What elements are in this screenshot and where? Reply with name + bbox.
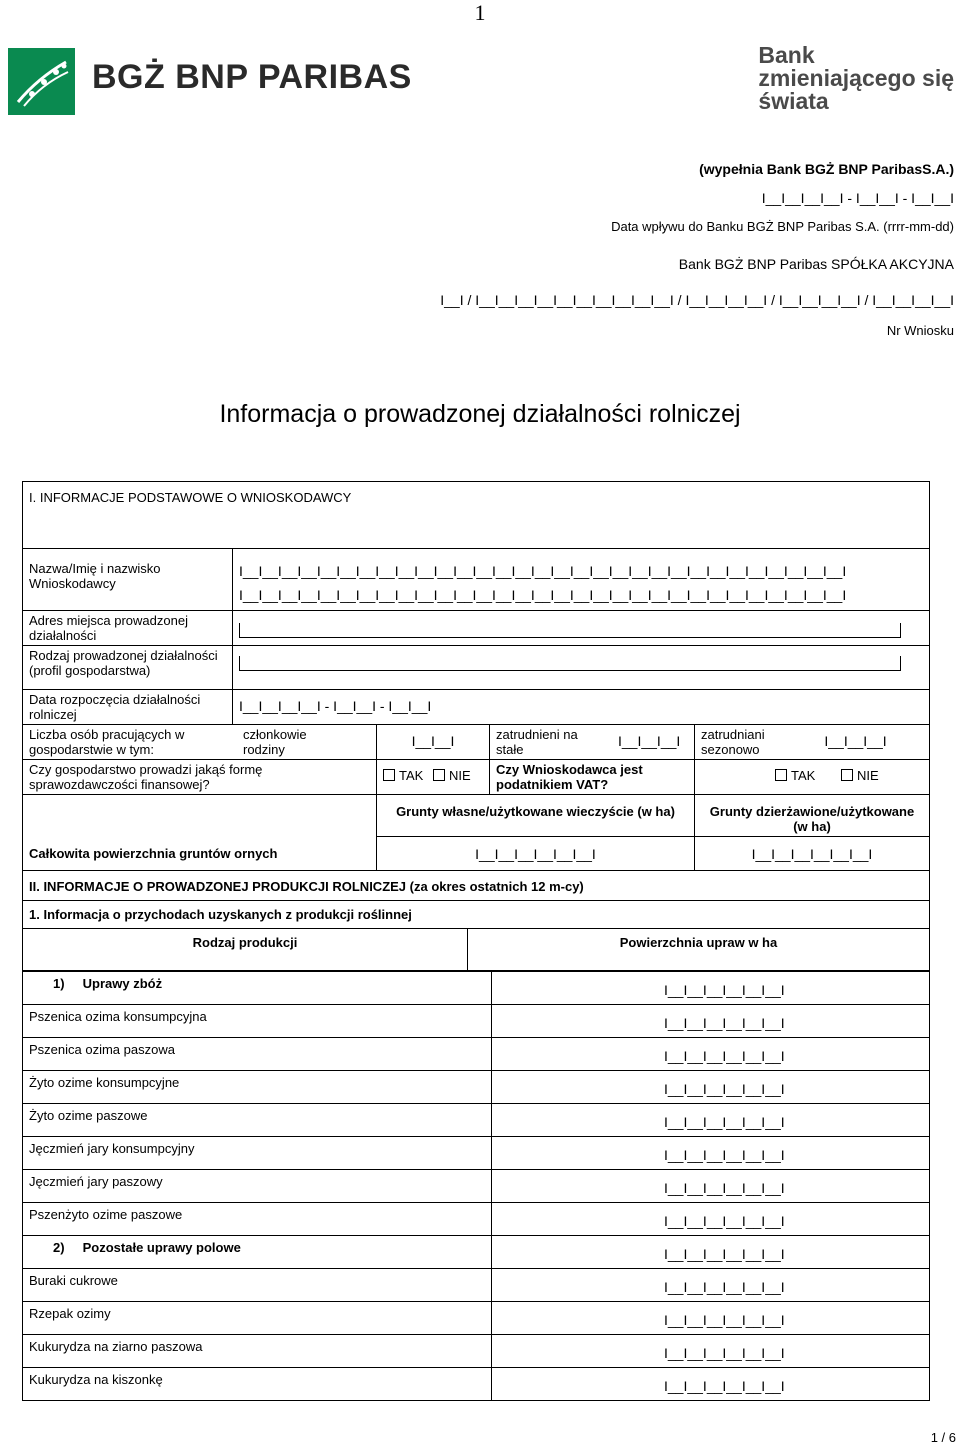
- crop-label: 2) Pozostałe uprawy polowe: [23, 1236, 492, 1269]
- crop-area-field[interactable]: I__I__I__I__I__I__I: [492, 1038, 930, 1071]
- crop-area-field[interactable]: I__I__I__I__I__I__I: [492, 1005, 930, 1038]
- permanent-employees-field[interactable]: I__I__I__I: [612, 725, 695, 760]
- crop-label: Buraki cukrowe: [23, 1269, 492, 1302]
- bank-fill-note: (wypełnia Bank BGŻ BNP ParibasS.A.): [699, 161, 954, 177]
- receipt-date-field[interactable]: I__I__I__I__I - I__I__I - I__I__I: [761, 190, 954, 206]
- page-footer: 1 / 6: [930, 1430, 956, 1445]
- activity-type-field[interactable]: [233, 646, 930, 690]
- crop-label: Kukurydza na ziarno paszowa: [23, 1335, 492, 1368]
- crop-label: Pszenżyto ozime paszowe: [23, 1203, 492, 1236]
- crop-row: [23, 1005, 930, 1038]
- vat-yes-checkbox[interactable]: [775, 769, 787, 781]
- seasonal-employees-field[interactable]: I__I__I__I: [782, 725, 930, 760]
- bank-legal-name: Bank BGŻ BNP Paribas SPÓŁKA AKCYJNA: [678, 256, 954, 272]
- crop-row: [23, 1269, 930, 1302]
- crop-area-field[interactable]: I__I__I__I__I__I__I: [492, 1335, 930, 1368]
- vat-no-checkbox[interactable]: [841, 769, 853, 781]
- reporting-options: TAK NIE: [377, 760, 490, 795]
- permanent-employees-label: zatrudnieni na stałe: [490, 725, 613, 760]
- crop-row: [23, 1203, 930, 1236]
- crop-area-field[interactable]: I__I__I__I__I__I__I: [492, 1170, 930, 1203]
- crop-area-field[interactable]: I__I__I__I__I__I__I: [492, 1236, 930, 1269]
- crop-label: Rzepak ozimy: [23, 1302, 492, 1335]
- crop-row: [23, 1170, 930, 1203]
- crop-area-field[interactable]: I__I__I__I__I__I__I: [492, 1302, 930, 1335]
- section-1-heading: I. INFORMACJE PODSTAWOWE O WNIOSKODAWCY: [23, 482, 930, 549]
- crop-area-field[interactable]: I__I__I__I__I__I__I: [492, 1137, 930, 1170]
- applicant-name-label: Nazwa/Imię i nazwisko Wnioskodawcy: [23, 549, 233, 611]
- brand-name: BGŻ BNP PARIBAS: [92, 58, 412, 96]
- crop-row: [23, 1236, 930, 1269]
- activity-type-label: Rodzaj prowadzonej działalności (profil gospodarstwa): [23, 646, 233, 690]
- crop-area-header: Powierzchnia upraw w ha: [468, 929, 930, 971]
- start-date-label: Data rozpoczęcia działalności rolniczej: [23, 690, 233, 725]
- crop-label: Żyto ozime konsumpcyjne: [23, 1071, 492, 1104]
- crop-row: [23, 1104, 930, 1137]
- applicant-name-field[interactable]: I__I__I__I__I__I__I__I__I__I__I__I__I__I__I__I__I__I__I__I__I__I__I__I__I__I__I__I__I__I__I__I I__I__I__I__I__I__I__I__I__I__I__I__I__I__I__I__I__I__I__I__I__I__I__I__I__I__I__I__I__I__I__I: [233, 549, 930, 611]
- section-2-subheading: 1. Informacja o przychodach uzyskanych z produkcji roślinnej: [23, 901, 930, 929]
- brand-slogan: Bank zmieniającego się świata: [758, 42, 954, 114]
- own-land-header: Grunty własne/użytkowane wieczyście (w ha): [377, 795, 695, 837]
- seasonal-employees-label: zatrudniani sezonowo: [695, 725, 783, 760]
- section-basic-info: [22, 481, 930, 871]
- crop-area-field[interactable]: I__I__I__I__I__I__I: [492, 1071, 930, 1104]
- crop-label: Pszenica ozima paszowa: [23, 1038, 492, 1071]
- crop-area-field[interactable]: I__I__I__I__I__I__I: [492, 1269, 930, 1302]
- document-title: Informacja o prowadzonej działalności rolniczej: [219, 400, 741, 428]
- crop-area-field[interactable]: I__I__I__I__I__I__I: [492, 1104, 930, 1137]
- page-number-top: 1: [474, 0, 486, 25]
- address-label: Adres miejsca prowadzonej działalności: [23, 611, 233, 646]
- receipt-date-label: Data wpływu do Banku BGŻ BNP Paribas S.A. (rrrr-mm-dd): [611, 219, 954, 234]
- section-2-heading: II. INFORMACJE O PROWADZONEJ PRODUKCJI ROLNICZEJ (za okres ostatnich 12 m-cy): [23, 871, 930, 901]
- reporting-label: Czy gospodarstwo prowadzi jakąś formę sprawozdawczości finansowej?: [23, 760, 377, 795]
- vat-label: Czy Wnioskodawca jest podatnikiem VAT?: [490, 760, 695, 795]
- reporting-yes-checkbox[interactable]: [383, 769, 395, 781]
- crop-area-field[interactable]: I__I__I__I__I__I__I: [492, 1368, 930, 1401]
- crop-table: [22, 971, 930, 1401]
- crop-row: [23, 972, 930, 1005]
- bank-logo-icon: [8, 48, 75, 115]
- section-production: [22, 870, 930, 1401]
- crop-area-field[interactable]: I__I__I__I__I__I__I: [492, 972, 930, 1005]
- crop-row: [23, 1368, 930, 1401]
- crop-label: Kukurydza na kiszonkę: [23, 1368, 492, 1401]
- crop-row: [23, 1038, 930, 1071]
- arable-land-label: Całkowita powierzchnia gruntów ornych: [23, 837, 377, 871]
- crop-label: Pszenica ozima konsumpcyjna: [23, 1005, 492, 1038]
- reporting-no-checkbox[interactable]: [433, 769, 445, 781]
- crop-label: 1) Uprawy zbóż: [23, 972, 492, 1005]
- persons-label: Liczba osób pracujących w gospodarstwie w tym: członkowie rodziny: [23, 725, 377, 760]
- vat-options: TAK NIE: [695, 760, 930, 795]
- crop-label: Jęczmień jary paszowy: [23, 1170, 492, 1203]
- family-members-field[interactable]: I__I__I: [377, 725, 490, 760]
- leased-arable-land-field[interactable]: I__I__I__I__I__I__I: [695, 837, 930, 871]
- crop-row: [23, 1302, 930, 1335]
- crop-label: Żyto ozime paszowe: [23, 1104, 492, 1137]
- crop-row: [23, 1335, 930, 1368]
- crop-type-header: Rodzaj produkcji: [23, 929, 468, 971]
- application-number-field[interactable]: I__I / I__I__I__I__I__I__I__I__I__I__I / I__I__I__I__I / I__I__I__I__I / I__I__I__I__I: [440, 292, 954, 308]
- crop-row: [23, 1137, 930, 1170]
- crop-row: [23, 1071, 930, 1104]
- address-field[interactable]: [233, 611, 930, 646]
- start-date-field[interactable]: I__I__I__I__I - I__I__I - I__I__I: [233, 690, 930, 725]
- application-number-label: Nr Wniosku: [886, 323, 954, 338]
- leased-land-header: Grunty dzierżawione/użytkowane (w ha): [695, 795, 930, 837]
- own-arable-land-field[interactable]: I__I__I__I__I__I__I: [377, 837, 695, 871]
- crop-label: Jęczmień jary konsumpcyjny: [23, 1137, 492, 1170]
- crop-area-field[interactable]: I__I__I__I__I__I__I: [492, 1203, 930, 1236]
